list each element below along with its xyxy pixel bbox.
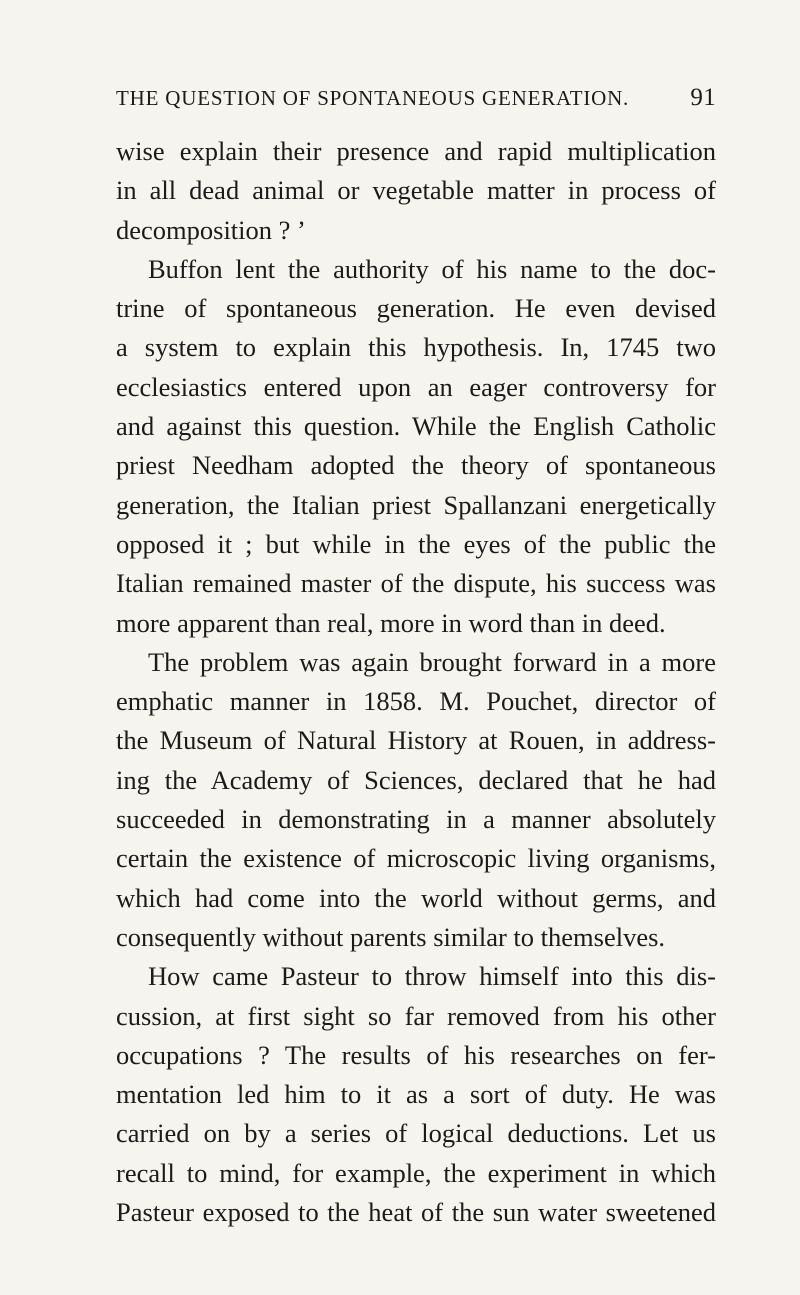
text-line: How came Pasteur to throw himself into this dis-	[148, 961, 716, 992]
text-line: which had come into the world without germs, and	[116, 882, 716, 913]
page-number: 91	[690, 84, 716, 111]
text-line: cussion, at first sight so far removed from his other	[116, 1000, 716, 1031]
text-line: more apparent than real, more in word than in deed.	[116, 607, 666, 638]
body-text	[116, 132, 716, 1232]
text-line: mentation led him to it as a sort of duty. He was	[116, 1079, 716, 1110]
text-line: The problem was again brought forward in a more	[148, 646, 716, 677]
text-line: in all dead animal or vegetable matter in process of	[116, 175, 716, 206]
text-line: wise explain their presence and rapid multiplication	[116, 136, 716, 166]
text-line: certain the existence of microscopic living organisms,	[116, 843, 716, 874]
running-head-title: THE QUESTION OF SPONTANEOUS GENERATION.	[116, 86, 630, 110]
text-line: Italian remained master of the dispute, his success was	[116, 568, 716, 599]
text-line: trine of spontaneous generation. He even devised	[116, 293, 716, 324]
text-line: carried on by a series of logical deductions. Let us	[116, 1118, 716, 1149]
text-line: a system to explain this hypothesis. In, 1745 two	[116, 332, 716, 363]
text-line: Pasteur exposed to the heat of the sun water sweetened	[116, 1197, 716, 1228]
running-head	[116, 84, 716, 114]
text-line: generation, the Italian priest Spallanzani energetically	[116, 489, 716, 520]
text-line: recall to mind, for example, the experiment in which	[116, 1157, 716, 1188]
text-line: ecclesiastics entered upon an eager controversy for	[116, 371, 716, 402]
text-line: ing the Academy of Sciences, declared that he had	[116, 764, 716, 795]
text-line: priest Needham adopted the theory of spontaneous	[116, 450, 716, 481]
text-line: occupations ? The results of his researches on fer-	[116, 1039, 716, 1070]
text-line: the Museum of Natural History at Rouen, in address-	[116, 725, 716, 756]
text-line: decomposition ? ’	[116, 214, 306, 245]
text-line: Buffon lent the authority of his name to the doc-	[148, 253, 716, 284]
text-line: succeeded in demonstrating in a manner absolutely	[116, 804, 716, 835]
text-line: opposed it ; but while in the eyes of the public the	[116, 528, 716, 559]
text-line: emphatic manner in 1858. M. Pouchet, director of	[116, 686, 716, 717]
text-line: and against this question. While the English Catholic	[116, 411, 716, 442]
text-line: consequently without parents similar to themselves.	[116, 921, 666, 952]
